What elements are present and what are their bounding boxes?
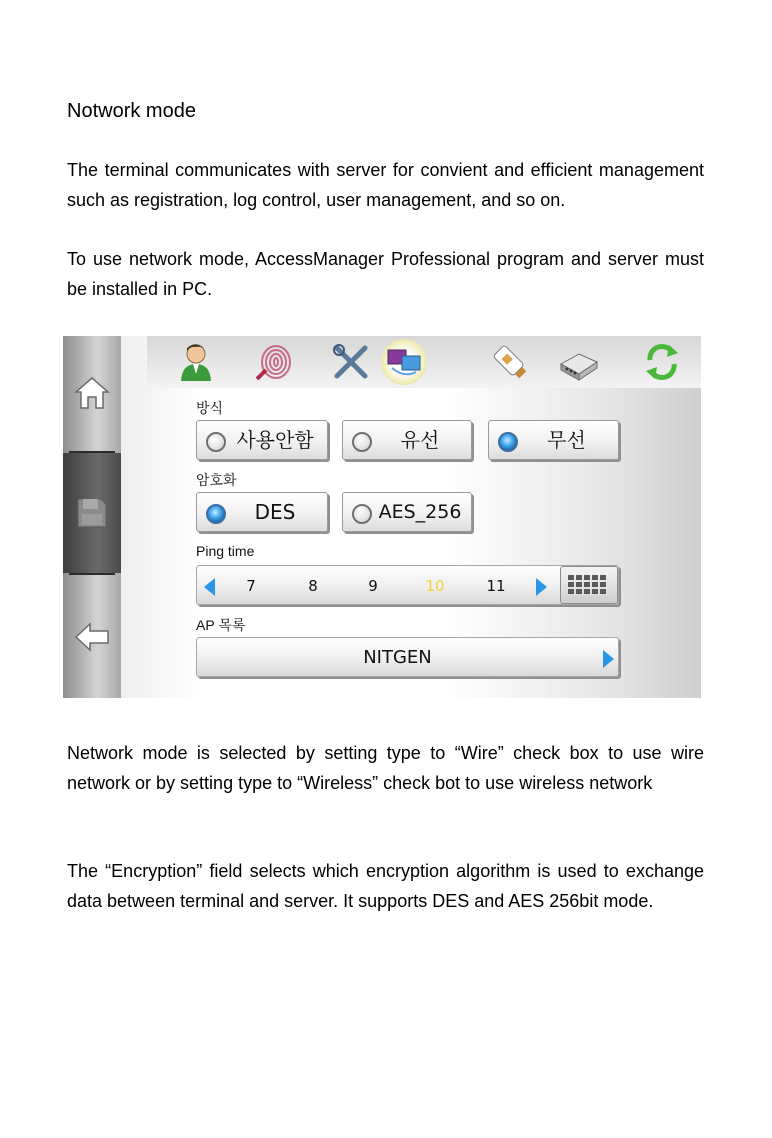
encryption-option-aes-label: AES_256 <box>378 501 462 523</box>
type-option-disabled[interactable] <box>196 420 328 460</box>
toolbar-usb[interactable] <box>487 339 533 385</box>
network-icon <box>384 342 424 382</box>
type-label: 방식 <box>196 400 224 416</box>
ap-next-button[interactable] <box>603 650 614 668</box>
user-icon <box>177 342 215 382</box>
type-radio-disabled <box>206 432 226 452</box>
refresh-icon <box>642 342 682 382</box>
ping-prev-button[interactable] <box>204 578 215 596</box>
requirement-paragraph: To use network mode, AccessManager Professional program and server must be installed in PC. <box>67 249 704 299</box>
network-mode-paragraph: Network mode is selected by setting type to “Wire” check box to use wire network or by setting type to “Wireless” check bot to use wireless network <box>67 743 704 793</box>
toolbar-user[interactable] <box>173 339 219 385</box>
ap-list-label: AP 목록 <box>196 617 246 633</box>
type-option-wireless-label: 무선 <box>547 428 586 452</box>
encryption-label: 암호화 <box>196 472 237 488</box>
type-option-wireless[interactable] <box>488 420 619 460</box>
side-menu <box>63 336 121 698</box>
tools-icon <box>331 342 371 382</box>
keypad-icon <box>566 573 612 597</box>
intro-paragraph: The terminal communicates with server for convient and efficient management such as registration, log control, user management, and so on. <box>67 160 704 210</box>
save-button[interactable] <box>63 453 121 573</box>
type-radio-wireless <box>498 432 518 452</box>
save-icon <box>75 496 109 530</box>
fingerprint-icon <box>254 342 294 382</box>
type-option-wire-label: 유선 <box>400 428 440 452</box>
ping-next-button[interactable] <box>536 578 547 596</box>
toolbar-network[interactable] <box>381 339 427 385</box>
encryption-paragraph: The “Encryption” field selects which encryption algorithm is used to exchange data between terminal and server. It supports DES and AES 256bit mode. <box>67 861 704 911</box>
usb-memory-icon <box>490 342 530 382</box>
home-button[interactable] <box>63 336 121 451</box>
encryption-option-des-label: DES <box>254 500 296 524</box>
home-icon <box>72 374 112 414</box>
ping-value[interactable]: 11 <box>486 577 506 595</box>
ping-time-label: Ping time <box>196 543 255 559</box>
encryption-radio-des <box>206 504 226 524</box>
toolbar-fingerprint[interactable] <box>251 339 297 385</box>
ping-value[interactable]: 9 <box>368 577 378 595</box>
ping-time-selector <box>196 565 619 605</box>
type-option-disabled-label: 사용안함 <box>236 428 314 452</box>
type-radio-wire <box>352 432 372 452</box>
encryption-option-des[interactable] <box>196 492 328 532</box>
type-option-wire[interactable] <box>342 420 472 460</box>
ping-value[interactable]: 8 <box>308 577 318 595</box>
ap-list-value: NITGEN <box>363 647 432 668</box>
ping-value[interactable]: 7 <box>246 577 256 595</box>
toolbar-printer[interactable] <box>556 339 602 385</box>
device-screenshot <box>63 336 701 698</box>
back-button[interactable] <box>63 575 121 698</box>
ping-value-selected[interactable]: 10 <box>425 577 445 595</box>
ap-list-selector[interactable] <box>196 637 619 677</box>
page-heading: Notwork mode <box>67 100 196 122</box>
printer-icon <box>557 342 601 382</box>
back-arrow-icon <box>72 619 112 655</box>
encryption-option-aes[interactable] <box>342 492 472 532</box>
keypad-button[interactable] <box>560 566 618 604</box>
toolbar-tools[interactable] <box>328 339 374 385</box>
toolbar-refresh[interactable] <box>639 339 685 385</box>
encryption-radio-aes <box>352 504 372 524</box>
